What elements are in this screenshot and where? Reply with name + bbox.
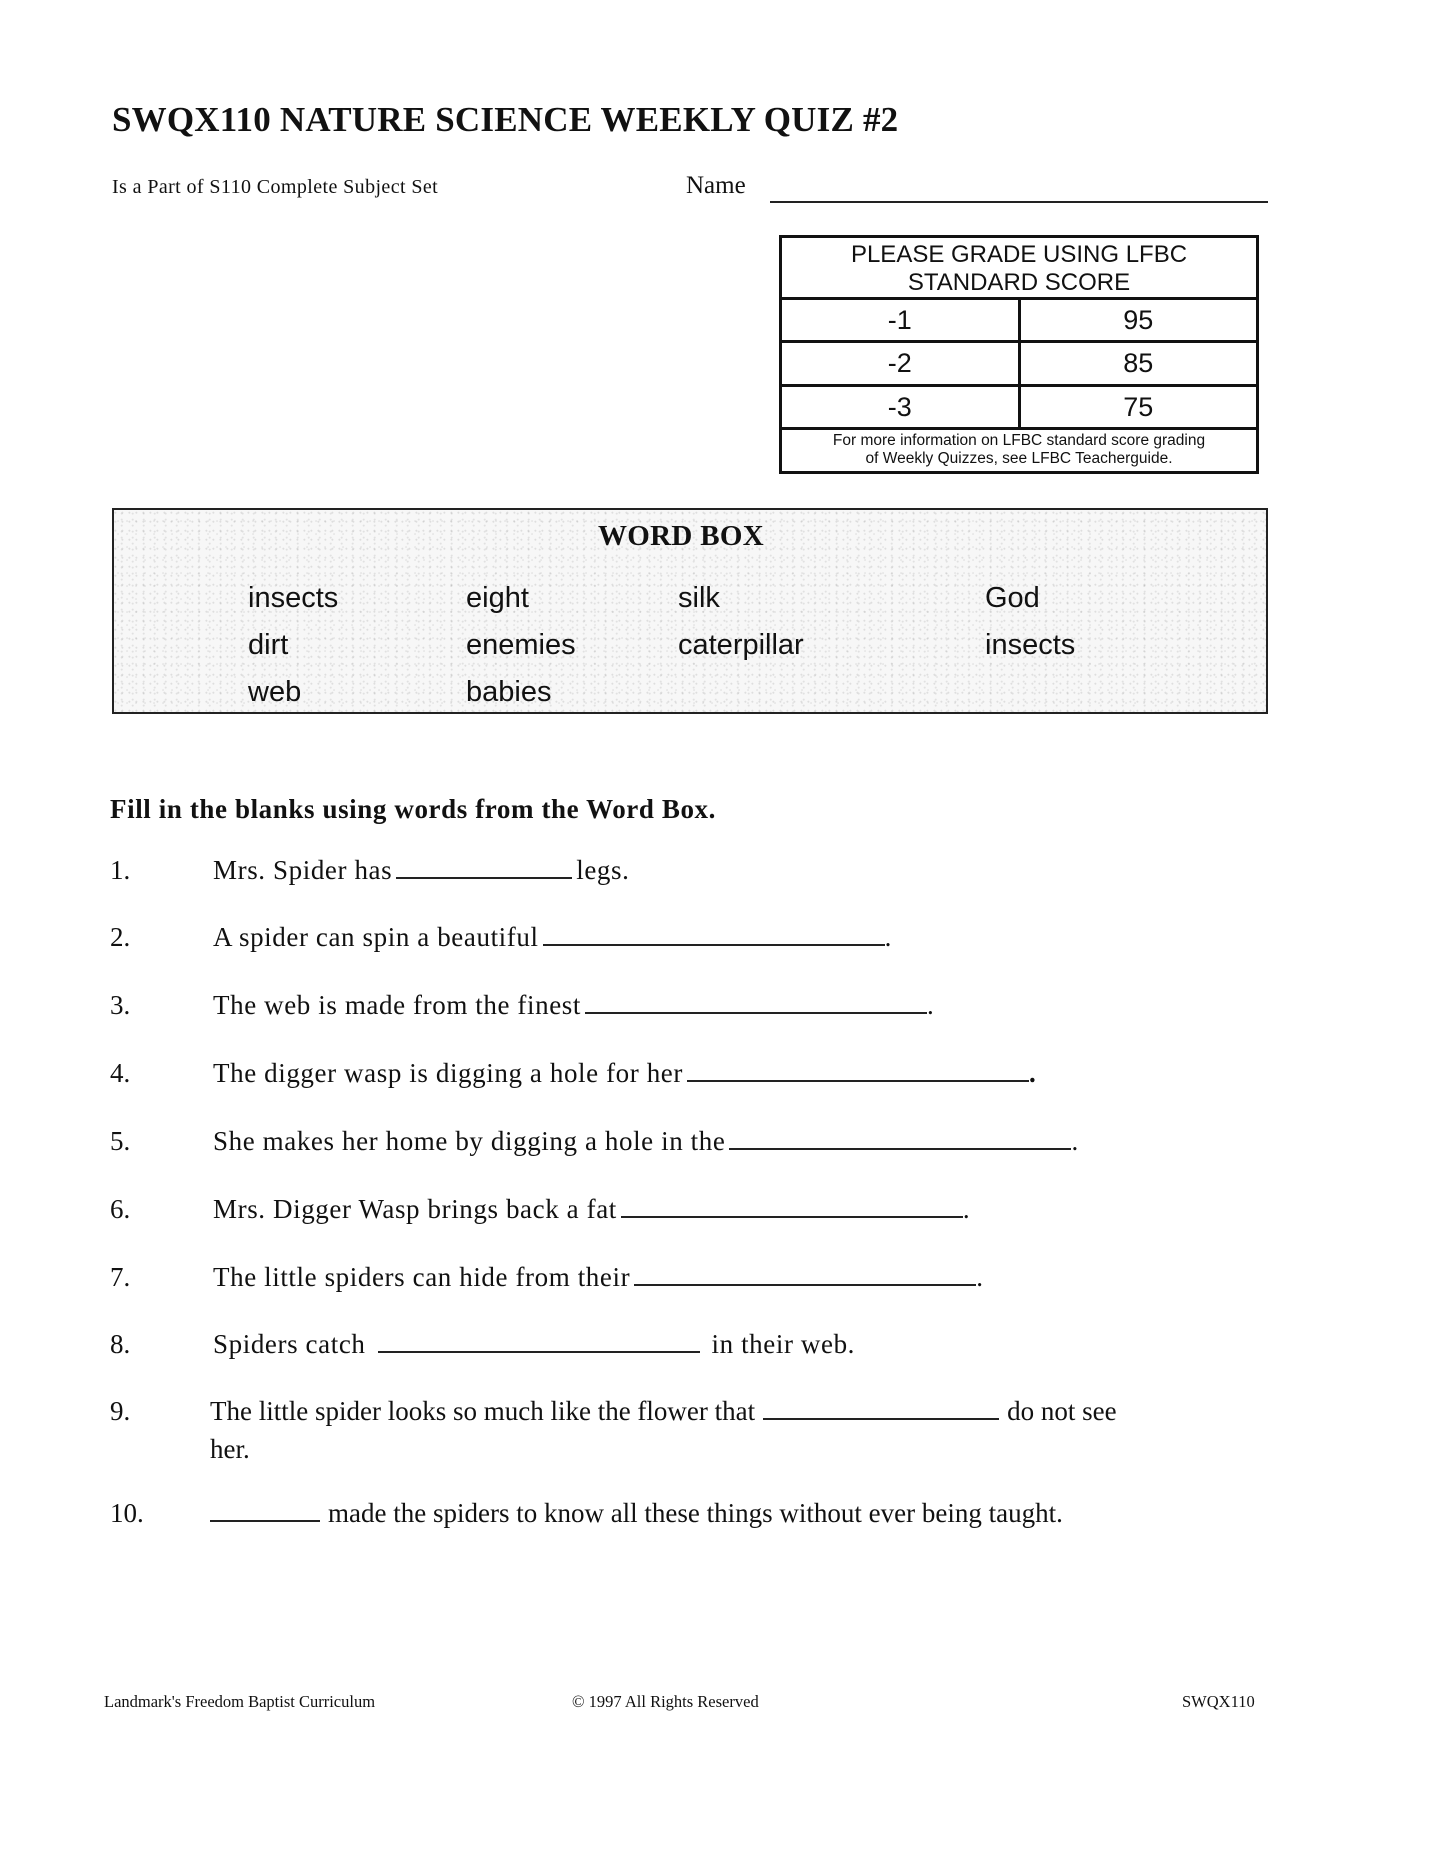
word-box-word: silk — [678, 582, 720, 614]
grading-table-heading — [782, 238, 1256, 300]
question-text: The little spiders can hide from their — [213, 1262, 631, 1292]
grading-row — [782, 387, 1256, 430]
answer-blank[interactable] — [687, 1058, 1029, 1082]
question-text: in their web. — [711, 1329, 856, 1359]
question-10 — [210, 1498, 1063, 1529]
question-number: 1. — [110, 855, 131, 885]
question-text: . — [962, 1194, 971, 1224]
grading-row — [782, 300, 1256, 343]
subject-set-note: Is a Part of S110 Complete Subject Set — [112, 176, 439, 198]
grading-heading-line1: PLEASE GRADE USING LFBC — [850, 241, 1188, 268]
answer-blank[interactable] — [585, 990, 927, 1014]
word-box-word: God — [985, 582, 1040, 614]
question-text: . — [1028, 1058, 1037, 1088]
answer-blank[interactable] — [210, 1498, 320, 1522]
question-text: The web is made from the finest — [213, 990, 581, 1020]
question-text: She makes her home by digging a hole in the — [213, 1126, 726, 1156]
question-text: . — [884, 922, 892, 952]
standard-score: 75 — [1123, 392, 1154, 422]
word-box-word: insects — [985, 629, 1076, 661]
question-4 — [213, 1058, 1036, 1089]
grading-footnote — [782, 430, 1256, 471]
question-9-continuation: her. — [210, 1434, 250, 1464]
missed-count: -3 — [782, 387, 1021, 427]
word-box-title: WORD BOX — [598, 520, 764, 552]
answer-blank[interactable] — [729, 1126, 1071, 1150]
question-number: 4. — [110, 1058, 131, 1088]
standard-score: 95 — [1123, 305, 1154, 335]
missed-count: -2 — [782, 343, 1021, 384]
word-box-word: caterpillar — [678, 629, 804, 661]
name-label: Name — [686, 172, 746, 199]
grading-footnote-line2: of Weekly Quizzes, see LFBC Teacherguide. — [865, 450, 1173, 467]
question-text: do not see — [1007, 1396, 1117, 1426]
standard-score: 85 — [1123, 348, 1154, 378]
name-field[interactable] — [770, 201, 1268, 203]
footer-code: SWQX110 — [1182, 1692, 1255, 1711]
answer-blank[interactable] — [378, 1329, 700, 1353]
question-text: . — [927, 990, 935, 1020]
question-3 — [213, 990, 934, 1021]
question-text: . — [1071, 1126, 1079, 1156]
question-2 — [213, 922, 892, 953]
question-text: Mrs. Digger Wasp brings back a fat — [213, 1194, 617, 1224]
question-text: The little spider looks so much like the flower that — [210, 1396, 756, 1426]
question-number: 5. — [110, 1126, 131, 1156]
question-text: made the spiders to know all these things without ever being taught. — [328, 1498, 1063, 1528]
answer-blank[interactable] — [396, 855, 572, 879]
footer-publisher: Landmark's Freedom Baptist Curriculum — [104, 1692, 376, 1711]
question-number: 10. — [110, 1498, 144, 1528]
word-box-word: insects — [248, 582, 339, 614]
footer-copyright: © 1997 All Rights Reserved — [572, 1692, 759, 1711]
question-9 — [210, 1396, 1117, 1427]
question-text: The digger wasp is digging a hole for her — [213, 1058, 683, 1088]
word-box-word: babies — [466, 676, 552, 708]
question-number: 2. — [110, 922, 131, 952]
question-text: legs. — [576, 855, 630, 885]
grading-row — [782, 343, 1256, 387]
answer-blank[interactable] — [634, 1262, 976, 1286]
question-number: 3. — [110, 990, 131, 1020]
word-box-word: dirt — [248, 629, 289, 661]
question-text: Mrs. Spider has — [213, 855, 393, 885]
question-number: 6. — [110, 1194, 131, 1224]
grading-heading-line2: STANDARD SCORE — [907, 269, 1131, 296]
word-box-word: web — [248, 676, 302, 708]
word-box-word: eight — [466, 582, 529, 614]
question-number: 9. — [110, 1396, 131, 1426]
grading-table — [779, 235, 1259, 474]
answer-blank[interactable] — [621, 1194, 963, 1218]
question-number: 7. — [110, 1262, 131, 1292]
question-text: . — [976, 1262, 984, 1292]
question-8 — [213, 1329, 855, 1360]
grading-footnote-line1: For more information on LFBC standard score grading — [832, 432, 1206, 449]
instructions: Fill in the blanks using words from the Word Box. — [110, 794, 717, 824]
word-box-word: enemies — [466, 629, 576, 661]
question-number: 8. — [110, 1329, 131, 1359]
question-7 — [213, 1262, 984, 1293]
missed-count: -1 — [782, 300, 1021, 340]
page-title: SWQX110 NATURE SCIENCE WEEKLY QUIZ #2 — [112, 100, 899, 139]
question-1 — [213, 855, 630, 886]
question-text: Spiders catch — [213, 1329, 366, 1359]
question-6 — [213, 1194, 970, 1225]
answer-blank[interactable] — [763, 1396, 999, 1420]
answer-blank[interactable] — [543, 922, 885, 946]
question-5 — [213, 1126, 1079, 1157]
question-text: A spider can spin a beautiful — [213, 922, 539, 952]
